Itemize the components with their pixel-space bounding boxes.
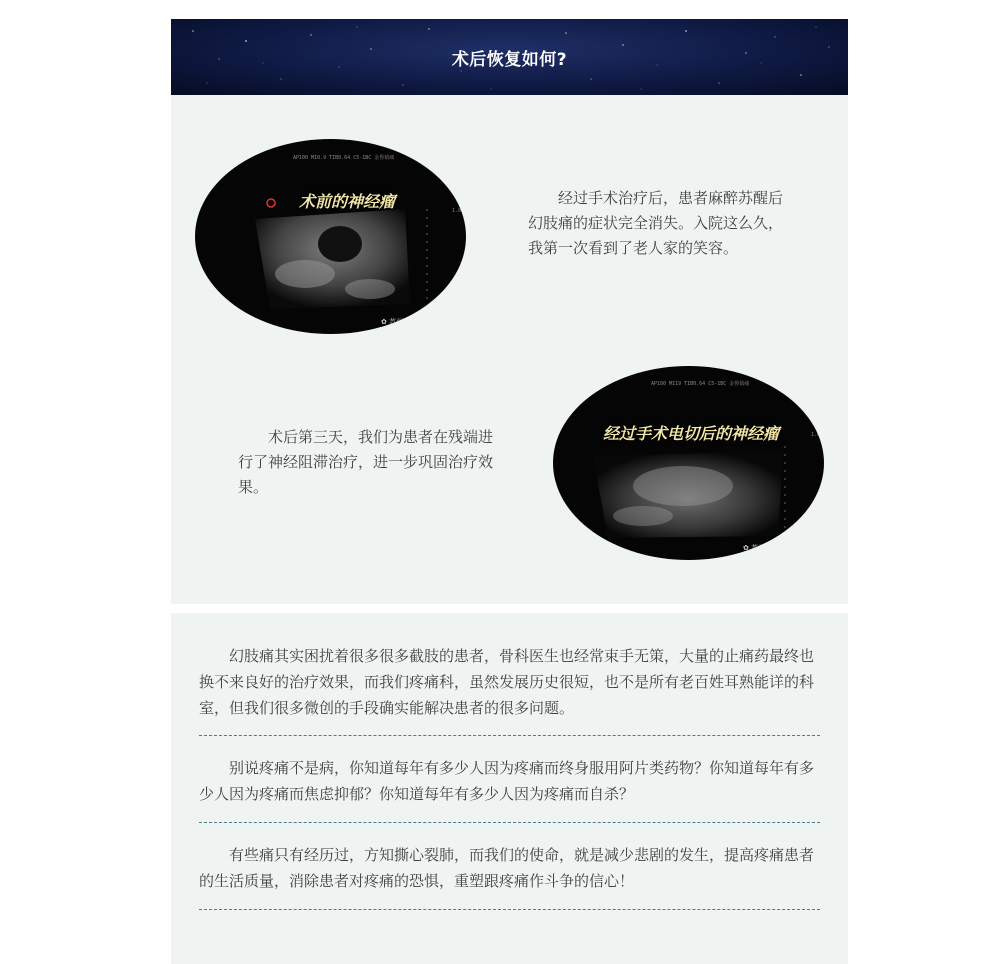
dashed-divider	[199, 822, 820, 823]
ultrasound-image-before	[195, 139, 466, 334]
closing-paragraph-1: 幻肢痛其实困扰着很多很多截肢的患者，骨科医生也经常束手无策，大量的止痛药最终也换不来良好的治疗效果，而我们疼痛科，虽然发展历史很短，也不是所有老百姓耳熟能详的科室，但我们很多微创的手段确实能解决患者的很多问题。	[199, 647, 815, 717]
dashed-divider	[199, 735, 820, 736]
closing-paragraph-3: 有些痛只有经历过，方知撕心裂肺，而我们的使命，就是减少悲剧的发生，提高疼痛患者的生活质量，消除患者对疼痛的恐惧，重塑跟疼痛作斗争的信心！	[199, 846, 815, 890]
closing-paragraph-2: 别说疼痛不是病，你知道每年有多少人因为疼痛而终身服用阿片类药物？你知道每年有多少人因为疼痛而焦虑抑郁？你知道每年有多少人因为疼痛而自杀？	[199, 759, 815, 803]
scan-depth-label: 1.0	[452, 208, 462, 214]
wechat-watermark: ✿ 苏州市	[743, 544, 773, 552]
wechat-watermark: ✿ 苏州市	[381, 318, 411, 326]
ultrasound-image-after	[553, 366, 824, 560]
ultrasound-scan-graphic	[553, 366, 824, 560]
ultrasound-scan-graphic	[195, 139, 466, 334]
scan-parameters: AP100 MI0.9 TIB0.64 C5-1BC 金鲁镇痛	[293, 155, 395, 161]
recovery-text-2: 术后第三天，我们为患者在残端进行了神经阻滞治疗，进一步巩固治疗效果。	[238, 428, 494, 496]
section-header-banner	[171, 19, 848, 95]
scan-caption: 术前的神经瘤	[299, 192, 396, 211]
recovery-text-1: 经过手术治疗后，患者麻醉苏醒后幻肢痛的症状完全消失。入院这么久，我第一次看到了老人家的笑容。	[528, 189, 784, 257]
section-title: 术后恢复如何?	[451, 50, 568, 70]
dashed-divider	[199, 909, 820, 910]
scan-parameters: AP100 MI19 TIB0.64 C5-1BC 金鲁镇痛	[651, 381, 750, 387]
scan-caption: 经过手术电切后的神经瘤	[603, 424, 780, 443]
scan-depth-label: 1.0	[811, 432, 821, 438]
